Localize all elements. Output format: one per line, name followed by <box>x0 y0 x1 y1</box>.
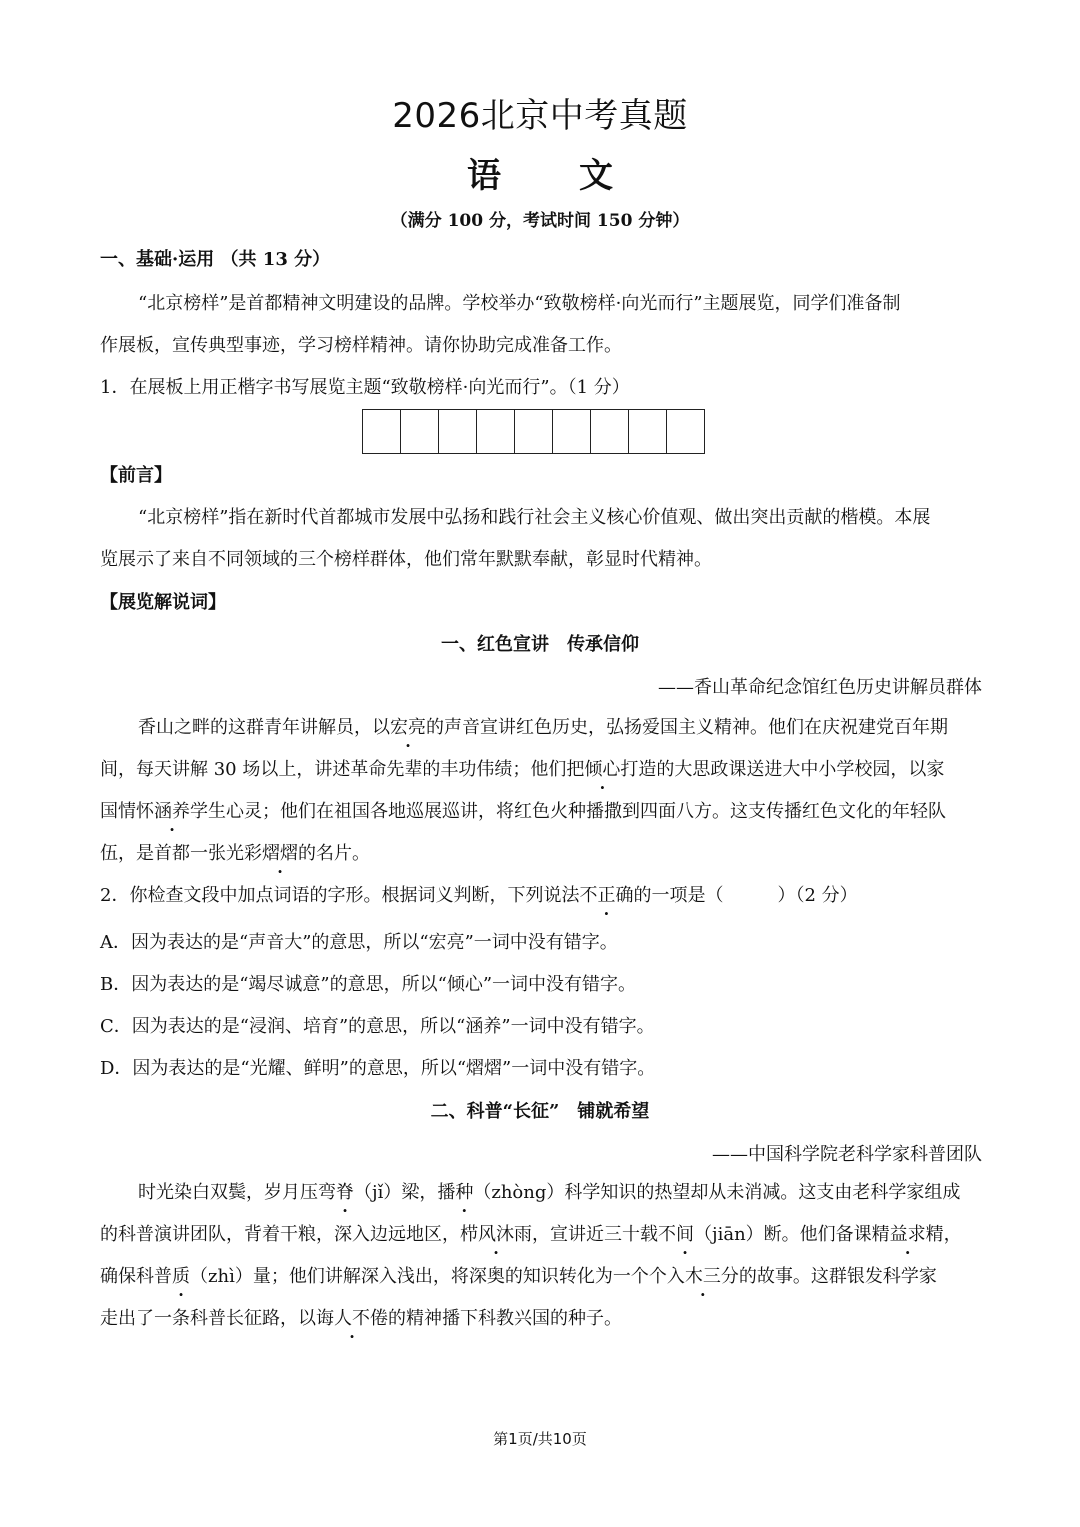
part1-line-3: 国情怀涵养学生心灵；他们在祖国各地巡展巡讲，将红色火种播撒到四面八方。这支传播红色文化的年轻队 <box>100 801 946 822</box>
grid-cell[interactable] <box>439 410 477 453</box>
subject-title <box>0 148 1080 197</box>
part2-line-1: 时光染白双鬓，岁月压弯脊（jǐ）梁，播种（zhòng）科学知识的热望却从未消减。这支由老科学家组成 <box>138 1182 961 1203</box>
part2-byline: ——中国科学院老科学家科普团队 <box>712 1144 982 1165</box>
emphasis-word: 间 <box>676 1224 694 1245</box>
grid-cell[interactable] <box>363 410 401 453</box>
emphasis-word: 不正确 <box>579 885 634 906</box>
emphasis-word: 入木三分 <box>666 1266 739 1287</box>
emphasis-word: 质 <box>172 1266 190 1287</box>
emphasis-word: 宏亮 <box>390 717 426 738</box>
emphasis-word: 涵养 <box>154 801 190 822</box>
part1-title: 一、红色宣讲 传承信仰 <box>441 634 639 655</box>
part1-line-4: 伍，是首都一张光彩熠熠的名片。 <box>100 843 370 864</box>
question-2: 2．你检查文段中加点词语的字形。根据词义判断，下列说法不正确的一项是（ ）（2 分） <box>100 885 858 906</box>
intro-line-2: 作展板，宣传典型事迹，学习榜样精神。请你协助完成准备工作。 <box>100 335 622 356</box>
emphasis-word: 诲人不倦 <box>316 1308 388 1329</box>
emphasis-word: 种 <box>455 1182 474 1203</box>
part2-line-4: 走出了一条科普长征路，以诲人不倦的精神播下科教兴国的种子。 <box>100 1308 622 1329</box>
grid-cell[interactable] <box>553 410 591 453</box>
part2-line-2: 的科普演讲团队，背着干粮，深入边远地区，栉风沐雨，宣讲近三十载不间（jiān）断。他们备课精益求精， <box>100 1224 962 1245</box>
emphasis-word: 脊 <box>336 1182 354 1203</box>
subject-char-2: 文 <box>579 156 613 196</box>
grid-cell[interactable] <box>591 410 629 453</box>
part1-line-1: 香山之畔的这群青年讲解员，以宏亮的声音宣讲红色历史，弘扬爱国主义精神。他们在庆祝建党百年期 <box>138 717 948 738</box>
grid-cell[interactable] <box>515 410 553 453</box>
page-number: 第1页/共10页 <box>493 1430 587 1448</box>
part2-title: 二、科普“长征” 铺就希望 <box>430 1101 650 1122</box>
grid-cell[interactable] <box>629 410 667 453</box>
part1-byline: ——香山革命纪念馆红色历史讲解员群体 <box>658 677 982 698</box>
option-b[interactable]: B．因为表达的是“竭尽诚意”的意思，所以“倾心”一词中没有错字。 <box>100 974 637 995</box>
grid-cell[interactable] <box>667 410 705 453</box>
question-1: 1．在展板上用正楷字书写展览主题“致敬榜样·向光而行”。（1 分） <box>100 377 630 398</box>
grid-cell[interactable] <box>477 410 515 453</box>
exam-note: （满分 100 分，考试时间 150 分钟） <box>390 211 690 231</box>
emphasis-word: 熠熠 <box>262 843 298 864</box>
part1-line-2: 间，每天讲解 30 场以上，讲述革命先辈的丰功伟绩；他们把倾心打造的大思政课送进大中小学校园，以家 <box>100 759 945 780</box>
preface-line-2: 览展示了来自不同领域的三个榜样群体，他们常年默默奉献，彰显时代精神。 <box>100 549 712 570</box>
grid-cell[interactable] <box>401 410 439 453</box>
writing-grid[interactable] <box>362 409 705 454</box>
emphasis-word: 栉风沐雨 <box>460 1224 532 1245</box>
exam-title: 2026北京中考真题 <box>392 96 688 136</box>
option-a[interactable]: A．因为表达的是“声音大”的意思，所以“宏亮”一词中没有错字。 <box>100 932 618 953</box>
preface-line-1: “北京榜样”指在新时代首都城市发展中弘扬和践行社会主义核心价值观、做出突出贡献的楷模。本展 <box>138 507 931 528</box>
option-d[interactable]: D．因为表达的是“光耀、鲜明”的意思，所以“熠熠”一词中没有错字。 <box>100 1058 656 1079</box>
subject-char-1: 语 <box>467 156 501 196</box>
option-c[interactable]: C．因为表达的是“浸润、培育”的意思，所以“涵养”一词中没有错字。 <box>100 1016 655 1037</box>
emphasis-word: 精益求精 <box>871 1224 944 1245</box>
intro-line-1: “北京榜样”是首都精神文明建设的品牌。学校举办“致敬榜样·向光而行”主题展览，同学们准备制 <box>138 293 901 314</box>
exhibit-heading: 【展览解说词】 <box>100 592 226 613</box>
section-heading: 一、基础·运用 （共 13 分） <box>100 249 331 270</box>
preface-heading: 【前言】 <box>100 465 172 486</box>
emphasis-word: 倾心 <box>584 759 621 780</box>
part2-line-3: 确保科普质（zhì）量；他们讲解深入浅出，将深奥的知识转化为一个个入木三分的故事。这群银发科学家 <box>100 1266 937 1287</box>
